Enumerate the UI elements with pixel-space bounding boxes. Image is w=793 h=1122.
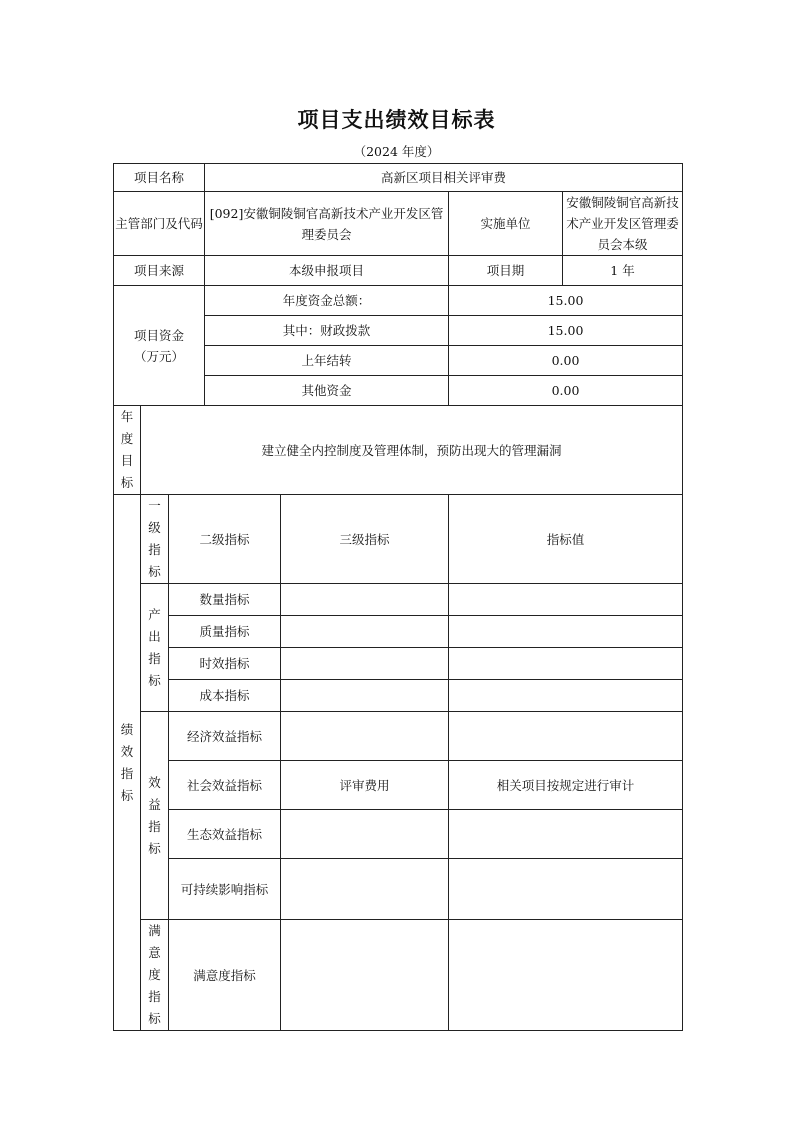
output-timeliness: 时效指标 bbox=[169, 648, 281, 680]
level3-header: 三级指标 bbox=[281, 495, 449, 584]
satisfaction-value bbox=[449, 920, 683, 1031]
benefit-economic-level3 bbox=[281, 712, 449, 761]
project-name-value: 高新区项目相关评审费 bbox=[205, 164, 683, 192]
benefit-ecological: 生态效益指标 bbox=[169, 810, 281, 859]
unit-value: 安徽铜陵铜官高新技术产业开发区管理委员会本级 bbox=[563, 192, 683, 256]
dept-label: 主管部门及代码 bbox=[114, 192, 205, 256]
output-quality: 质量指标 bbox=[169, 616, 281, 648]
output-cost: 成本指标 bbox=[169, 680, 281, 712]
source-label: 项目来源 bbox=[114, 256, 205, 286]
satisfaction-level2: 满意度指标 bbox=[169, 920, 281, 1031]
benefit-ecological-value bbox=[449, 810, 683, 859]
annual-goal-label: 年度目标 bbox=[114, 406, 141, 495]
page-title: 项目支出绩效目标表 bbox=[297, 108, 496, 132]
output-quantity-level3 bbox=[281, 584, 449, 616]
output-label: 产出指标 bbox=[141, 584, 169, 712]
output-quality-level3 bbox=[281, 616, 449, 648]
funds-fiscal-label: 其中：财政拨款 bbox=[205, 316, 449, 346]
benefit-economic: 经济效益指标 bbox=[169, 712, 281, 761]
project-name-label: 项目名称 bbox=[114, 164, 205, 192]
funds-total-value: 15.00 bbox=[449, 286, 683, 316]
benefit-sustainable-value bbox=[449, 859, 683, 920]
benefit-sustainable: 可持续影响指标 bbox=[169, 859, 281, 920]
benefit-sustainable-level3 bbox=[281, 859, 449, 920]
output-timeliness-value bbox=[449, 648, 683, 680]
level2-header: 二级指标 bbox=[169, 495, 281, 584]
funds-fiscal-value: 15.00 bbox=[449, 316, 683, 346]
unit-label: 实施单位 bbox=[449, 192, 563, 256]
output-timeliness-level3 bbox=[281, 648, 449, 680]
period-value: 1 年 bbox=[563, 256, 683, 286]
fiscal-year: （2024 年度） bbox=[353, 144, 440, 159]
benefit-ecological-level3 bbox=[281, 810, 449, 859]
period-label: 项目期 bbox=[449, 256, 563, 286]
funds-label: 项目资金（万元） bbox=[114, 286, 205, 406]
satisfaction-label: 满意度指标 bbox=[141, 920, 169, 1031]
output-quality-value bbox=[449, 616, 683, 648]
funds-carryover-value: 0.00 bbox=[449, 346, 683, 376]
annual-goal-text: 建立健全内控制度及管理体制，预防出现大的管理漏洞 bbox=[141, 406, 683, 495]
value-header: 指标值 bbox=[449, 495, 683, 584]
benefit-social-level3: 评审费用 bbox=[281, 761, 449, 810]
output-quantity: 数量指标 bbox=[169, 584, 281, 616]
output-cost-value bbox=[449, 680, 683, 712]
benefit-economic-value bbox=[449, 712, 683, 761]
satisfaction-level3 bbox=[281, 920, 449, 1031]
performance-label: 绩效指标 bbox=[114, 495, 141, 1031]
funds-total-label: 年度资金总额： bbox=[205, 286, 449, 316]
dept-value: [092]安徽铜陵铜官高新技术产业开发区管理委员会 bbox=[205, 192, 449, 256]
funds-other-label: 其他资金 bbox=[205, 376, 449, 406]
performance-goal-table bbox=[113, 163, 683, 1031]
benefit-label: 效益指标 bbox=[141, 712, 169, 920]
benefit-social-value: 相关项目按规定进行审计 bbox=[449, 761, 683, 810]
output-cost-level3 bbox=[281, 680, 449, 712]
source-value: 本级申报项目 bbox=[205, 256, 449, 286]
funds-other-value: 0.00 bbox=[449, 376, 683, 406]
level1-header: 一级指标 bbox=[141, 495, 169, 584]
output-quantity-value bbox=[449, 584, 683, 616]
funds-carryover-label: 上年结转 bbox=[205, 346, 449, 376]
benefit-social: 社会效益指标 bbox=[169, 761, 281, 810]
